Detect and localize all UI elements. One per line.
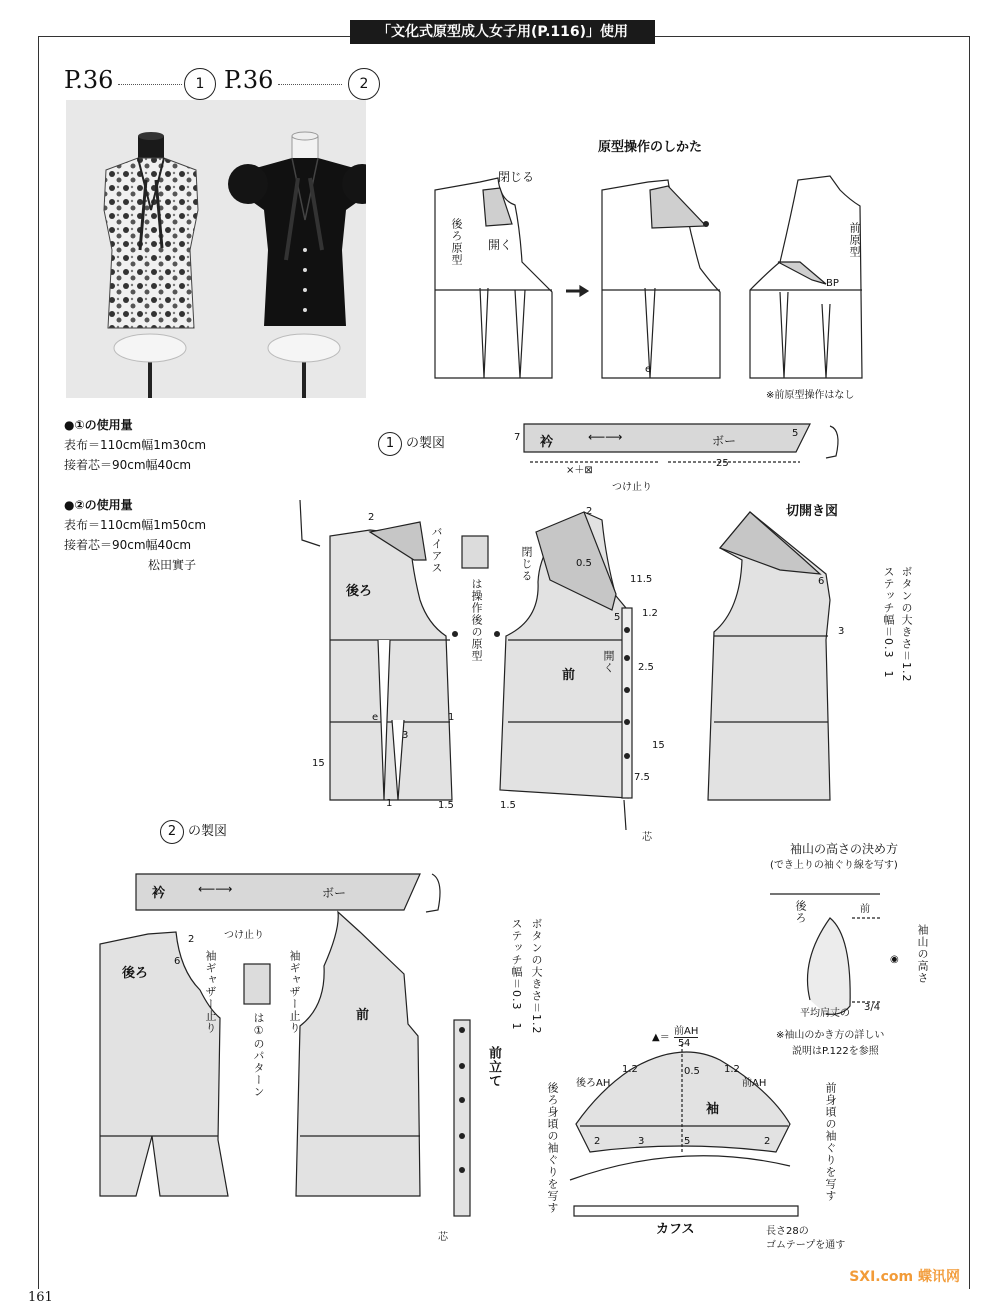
draft2-gather-front: 袖ギャザー止り <box>288 950 301 1034</box>
draft2-collar-label: 衿 <box>152 886 166 901</box>
draft1-n75: 7.5 <box>634 772 650 783</box>
manip-back-label: 後ろ原型 <box>450 218 463 266</box>
draft1-n25: 25 <box>716 458 729 469</box>
manip-back-block <box>435 178 552 378</box>
materials-1-title: ●①の使用量 <box>64 418 133 432</box>
manip-open: 開く <box>488 238 513 252</box>
draft1-slash-title: 切開き図 <box>786 504 839 519</box>
sleeve-n5: 5 <box>678 1038 685 1049</box>
author: 松田實子 <box>148 558 197 572</box>
draft1-n5: 5 <box>792 428 799 439</box>
sleeve-n3: 3 <box>638 1136 645 1147</box>
sleeve-label: 袖 <box>706 1102 720 1117</box>
draft1-grain-arrow: ⟵⟶ <box>588 430 623 444</box>
draft1-n3: 3 <box>402 730 409 741</box>
watermark-logo: SXI.com 蝶讯网 <box>849 1269 960 1285</box>
draft1-n15d: 1.5 <box>500 800 516 811</box>
avg-fraction: 3/4 <box>864 1002 881 1013</box>
draft1-n05: 0.5 <box>576 558 592 569</box>
elastic-2: ゴムテープを通す <box>766 1240 846 1251</box>
draft1-collar <box>524 424 838 458</box>
photo1-page: P.36 <box>64 66 114 94</box>
manip-e: e <box>645 364 652 375</box>
materials-2-fabric: 表布＝110cm幅1m50cm <box>64 518 207 532</box>
draft2-grain-arrow: ⟵⟶ <box>198 882 233 896</box>
draft1-bias: バイアス <box>430 526 443 574</box>
manip-back-after <box>602 180 720 378</box>
draft1-front-label: 前 <box>562 668 576 683</box>
sleeve-back: 後ろ <box>794 900 807 924</box>
draft1-n7: 7 <box>514 432 521 443</box>
sleeve-cap-height: 袖山の高さ <box>916 924 929 984</box>
draft2-gather-back: 袖ギャザー止り <box>204 950 217 1034</box>
sleeve-n2a: 2 <box>594 1136 601 1147</box>
manip-front-label: 前原型 <box>848 222 861 258</box>
draft1-n15c: 1.5 <box>438 800 454 811</box>
draft2-bow: ボー <box>322 886 347 900</box>
copy-front: 前身頃の袖ぐりを写す <box>824 1082 837 1202</box>
draft1-close: 閉じる <box>520 546 533 582</box>
draft1-n115: 11.5 <box>630 574 653 585</box>
photo1-number: 1 <box>184 68 216 100</box>
reference-header: 「文化式原型成人女子用(P.116)」使用 <box>350 20 655 44</box>
sleeve-cap-title: 袖山の高さの決め方 <box>790 842 899 856</box>
draft1-back-label: 後ろ <box>346 584 373 599</box>
manip-note: ※前原型操作はなし <box>766 390 855 401</box>
draft2-pattern-note: は①のパターン <box>252 1012 265 1098</box>
draft2-front-label: 前 <box>356 1008 370 1023</box>
sleeve-cap-subtitle: (でき上りの袖ぐり線を写す) <box>770 860 898 871</box>
draft2-front <box>296 912 470 1216</box>
formula-numerator: 前AH <box>674 1022 698 1038</box>
sleeve-n12a: 1.2 <box>622 1064 638 1075</box>
draft1-heading: 1 の製図 <box>378 432 445 456</box>
manip-front-block <box>750 176 862 378</box>
draft1-n6: 6 <box>818 576 825 587</box>
front-ah: 前AH <box>742 1078 767 1089</box>
materials-1-fabric: 表布＝110cm幅1m30cm <box>64 438 207 452</box>
draft2-attach: つけ止り <box>224 930 264 941</box>
manip-bp: BP <box>826 278 839 289</box>
manip-close: 閉じる <box>498 170 535 184</box>
sleeve-n05: 0.5 <box>684 1066 700 1077</box>
draft1-e: e <box>372 712 379 723</box>
sleeve-note-1: ※袖山のかき方の詳しい <box>776 1030 885 1041</box>
draft1-stitch: ステッチ幅＝0.3 1 <box>882 566 895 679</box>
sleeve-n5b: 5 <box>684 1136 691 1147</box>
draft1-n1b: 1 <box>386 798 393 809</box>
draft1-shin: 芯 <box>642 832 652 843</box>
draft1-after-note: は操作後の原型 <box>470 578 483 662</box>
photo2-number: 2 <box>348 68 380 100</box>
draft1-n5b: 5 <box>614 612 621 623</box>
draft1-xcross: ×＋⊠ <box>566 465 593 476</box>
sleeve-front: 前 <box>860 904 870 915</box>
photo2-page: P.36 <box>224 66 274 94</box>
back-ah: 後ろAH <box>576 1078 611 1089</box>
draft2-back-label: 後ろ <box>122 966 149 981</box>
draft1-collar-label: 衿 <box>540 435 554 450</box>
cuffs-label: カフス <box>656 1222 695 1237</box>
draft1-n15a: 15 <box>312 758 325 769</box>
draft2-stitch: ステッチ幅＝0.3 1 <box>510 918 523 1031</box>
sleeve-draft <box>570 1044 790 1180</box>
draft1-open: 開く <box>602 650 615 674</box>
draft1-n2b: 2 <box>586 506 593 517</box>
sleeve-n2b: 2 <box>764 1136 771 1147</box>
copy-back: 後ろ身頃の袖ぐりを写す <box>546 1082 559 1214</box>
draft1-n15b: 15 <box>652 740 665 751</box>
draft1-bow: ボー <box>712 434 737 448</box>
materials-2-title: ●②の使用量 <box>64 498 133 512</box>
materials-2-interfacing: 接着芯＝90cm幅40cm <box>64 538 192 552</box>
page-number: 161 <box>28 1290 53 1305</box>
draft1-n2a: 2 <box>368 512 375 523</box>
draft2-collar <box>136 874 440 912</box>
draft2-n2: 2 <box>188 934 195 945</box>
draft2-button-size: ボタンの大きさ＝1.2 <box>530 918 543 1035</box>
draft2-n6: 6 <box>174 956 181 967</box>
materials-1-interfacing: 接着芯＝90cm幅40cm <box>64 458 192 472</box>
draft2-heading: 2 の製図 <box>160 820 227 844</box>
draft2-shin: 芯 <box>438 1232 448 1243</box>
draft1-attach: つけ止り <box>612 482 652 493</box>
avg-shoulder: 平均肩丈の <box>800 1008 850 1019</box>
formula-lhs: ▲＝ <box>652 1032 670 1043</box>
manip-arrow <box>566 286 588 296</box>
manip-title: 原型操作のしかた <box>598 140 703 155</box>
sleeve-cap-symbol: ◉ <box>890 954 899 965</box>
cuffs <box>574 1206 798 1216</box>
draft1-n3b: 3 <box>838 626 845 637</box>
formula-denominator: 4 <box>684 1038 691 1049</box>
draft1-slash <box>708 512 830 800</box>
elastic-1: 長さ28の <box>766 1226 809 1237</box>
draft1-n12: 1.2 <box>642 608 658 619</box>
draft2-maetate: 前立て <box>486 1046 501 1088</box>
draft1-n1a: 1 <box>448 712 455 723</box>
sleeve-n12b: 1.2 <box>724 1064 740 1075</box>
draft1-button-size: ボタンの大きさ＝1.2 <box>900 566 913 683</box>
draft1-n25b: 2.5 <box>638 662 654 673</box>
sleeve-note-2: 説明はP.122を参照 <box>792 1046 879 1057</box>
